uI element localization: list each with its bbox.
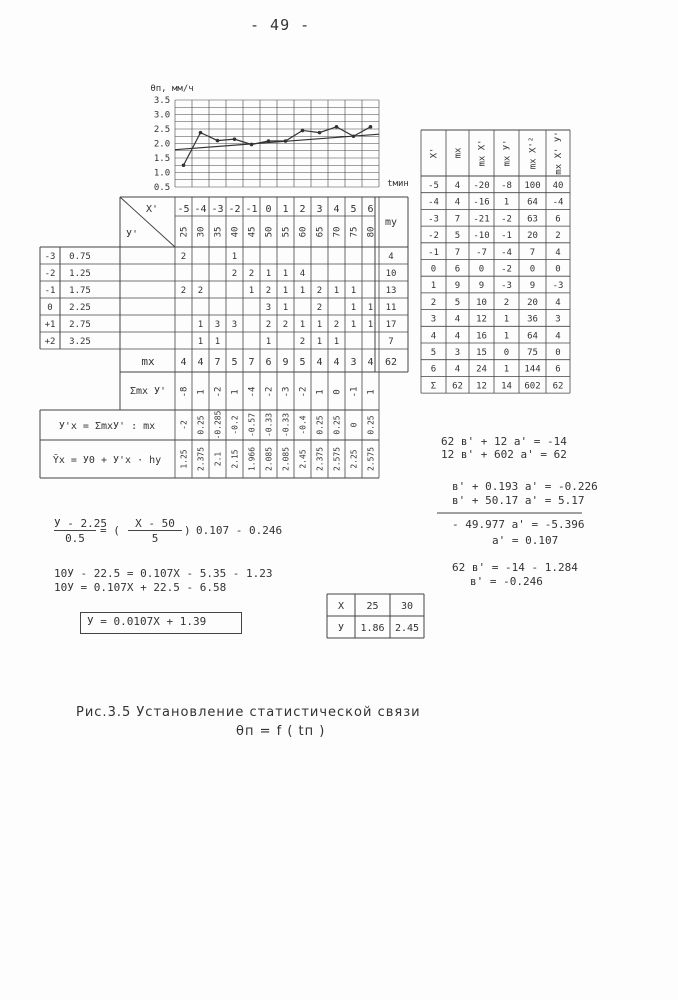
my-value: 10 [385, 269, 397, 279]
calc-header: mx X' [477, 139, 488, 167]
frequency-cell: 1 [350, 303, 357, 313]
yx-value: -0.57 [247, 412, 257, 438]
calc-cell: 5 [454, 231, 461, 242]
frequency-cell: 4 [299, 269, 306, 279]
calc-cell: 1 [430, 281, 437, 292]
sum-value: -4 [247, 386, 258, 398]
y-tick-label: 2.5 [153, 125, 171, 135]
calc-cell: 75 [527, 348, 538, 358]
frequency-cell: 1 [333, 337, 340, 347]
my-value: 7 [388, 337, 394, 347]
calc-cell: -16 [473, 197, 490, 208]
frequency-cell: 1 [367, 320, 374, 330]
x-prime-header: X' [145, 204, 159, 215]
frequency-cell: 1 [231, 252, 238, 262]
x-prime-value: -2 [228, 204, 241, 215]
calc-cell: 0 [555, 264, 561, 275]
frequency-cell: 2 [248, 269, 255, 279]
calc-total-cell: Σ [430, 381, 437, 392]
calc-total-cell: 62 [452, 381, 463, 392]
equation-6: а' = 0.107 [492, 534, 559, 547]
x-value: 50 [264, 226, 275, 238]
y-prime-value: -1 [44, 286, 56, 296]
data-point [199, 131, 203, 135]
x-prime-value: 4 [333, 204, 340, 215]
y-tick-label: 2.0 [153, 139, 171, 150]
x-value: 55 [281, 226, 292, 238]
calc-cell: -3 [552, 281, 564, 292]
figure-caption-line2: θп = f ( tп ) [236, 724, 326, 739]
my-value: 4 [388, 252, 394, 262]
x-prime-value: 6 [367, 204, 374, 215]
calc-cell: 100 [524, 181, 541, 191]
correlation-table [40, 197, 408, 478]
x-value: 35 [213, 226, 224, 238]
calc-cell: 6 [430, 364, 437, 375]
my-value: 17 [385, 320, 397, 330]
calc-cell: 1 [503, 314, 510, 325]
calc-cell: 4 [555, 247, 561, 258]
equation-line-1: 10У - 22.5 = 0.107X - 5.35 - 1.23 [54, 567, 273, 580]
frequency-cell: 1 [282, 303, 289, 313]
yx-value: 0.25 [366, 415, 376, 435]
y-value: 3.25 [69, 337, 91, 347]
frequency-cell: 1 [282, 269, 289, 279]
mx-label: mx [141, 355, 155, 368]
frequency-cell: 3 [214, 320, 221, 330]
sum-value: 1 [315, 389, 326, 395]
calc-header: mx У' [502, 139, 513, 167]
frequency-cell: 1 [197, 320, 204, 330]
x-value: 25 [179, 226, 190, 238]
calc-header: mx X' У' [554, 131, 564, 175]
yx-value: -2 [179, 420, 189, 430]
x-value: 45 [247, 226, 258, 238]
calc-cell: -7 [476, 247, 487, 258]
calc-cell: 10 [476, 297, 487, 308]
frequency-cell: 1 [316, 320, 323, 330]
calc-cell: 144 [524, 364, 541, 375]
frequency-cell: 1 [350, 286, 357, 296]
mx-value: 7 [214, 357, 221, 368]
calc-cell: -20 [473, 181, 490, 191]
sum-value: -2 [298, 386, 309, 398]
calc-cell: 2 [503, 297, 510, 308]
calc-cell: 9 [478, 281, 485, 292]
frequency-cell: 1 [316, 337, 323, 347]
calc-total-cell: 602 [524, 381, 541, 392]
calc-cell: 3 [430, 314, 437, 325]
calc-cell: 5 [430, 348, 437, 358]
calc-cell: 7 [529, 247, 536, 258]
sum-value: 1 [196, 389, 207, 395]
calc-cell: 4 [454, 181, 461, 191]
y-prime-value: +2 [44, 337, 56, 347]
mx-total: 62 [384, 357, 398, 368]
mx-value: 4 [197, 357, 204, 368]
y-value: 2.25 [69, 303, 91, 313]
sum-value: -3 [281, 386, 292, 398]
calc-cell: 64 [527, 331, 538, 342]
my-value: 11 [385, 303, 397, 313]
calc-cell: 2 [555, 231, 561, 242]
frequency-cell: 1 [214, 337, 221, 347]
calc-cell: 1 [503, 364, 510, 375]
small-table-header: 30 [400, 601, 414, 612]
frac2-denominator: 5 [151, 532, 159, 545]
ybar-value: 2.45 [298, 449, 308, 469]
calc-cell: -3 [428, 214, 439, 225]
frequency-cell: 2 [180, 286, 187, 296]
frequency-cell: 1 [299, 286, 306, 296]
small-table-cell: 1.86 [360, 623, 385, 634]
calc-cell: 0 [430, 264, 437, 275]
calculation-table [421, 130, 570, 393]
calc-header: mx X'² [528, 136, 539, 170]
calc-cell: 20 [527, 231, 538, 242]
x-value: 60 [298, 226, 309, 238]
yx-value: 0.25 [332, 415, 342, 435]
calc-cell: 0 [555, 348, 561, 358]
sum-value: -1 [349, 386, 360, 398]
small-table-header: 25 [366, 601, 379, 612]
yx-label: У'x = ΣmxУ' : mx [58, 421, 156, 432]
mx-value: 4 [180, 357, 187, 368]
ybar-value: 1.25 [179, 449, 189, 469]
y-tick-label: 3.5 [153, 96, 171, 106]
my-value: 13 [385, 286, 397, 296]
calc-cell: 6 [555, 364, 561, 375]
calc-cell: -21 [473, 214, 490, 225]
calc-cell: 4 [555, 331, 561, 342]
y-value: 0.75 [69, 252, 91, 262]
ybar-value: 2.575 [366, 446, 376, 472]
data-point [216, 139, 220, 143]
calc-cell: 36 [527, 314, 538, 325]
y-prime-value: -2 [44, 269, 56, 279]
mx-value: 7 [248, 357, 255, 368]
frequency-cell: 2 [333, 320, 340, 330]
equation-3: в' + 0.193 а' = -0.226 [452, 480, 598, 493]
frequency-cell: 1 [265, 269, 272, 279]
x-value: 40 [230, 226, 241, 238]
calc-cell: -2 [501, 214, 512, 225]
calc-cell: 9 [454, 281, 461, 292]
x-value: 75 [349, 226, 360, 238]
calc-cell: 64 [527, 197, 538, 208]
calc-cell: 24 [476, 364, 487, 375]
ybar-value: 1.966 [247, 446, 257, 472]
y-tick-label: 0.5 [153, 183, 171, 193]
frequency-cell: 1 [367, 303, 374, 313]
frequency-cell: 1 [265, 337, 272, 347]
small-table-cell: 2.45 [394, 623, 420, 634]
x-value: 80 [366, 226, 377, 238]
calc-cell: 4 [454, 331, 461, 342]
frequency-cell: 1 [248, 286, 255, 296]
y-value: 2.75 [69, 320, 91, 330]
y-tick-label: 1.0 [153, 168, 171, 179]
y-prime-header: У' [125, 229, 139, 240]
small-result-table [327, 594, 424, 638]
x-prime-value: -5 [177, 204, 190, 215]
x-axis-label: tмин [387, 179, 409, 189]
frequency-cell: 2 [231, 269, 238, 279]
calc-cell: 15 [476, 348, 487, 358]
calc-cell: 63 [527, 214, 538, 225]
sum-value: 1 [230, 389, 241, 395]
ybar-value: 2.25 [349, 449, 359, 469]
ybar-value: 2.375 [315, 446, 325, 472]
x-prime-value: -3 [211, 204, 224, 215]
calc-cell: 7 [454, 214, 461, 225]
y-axis-label: θп, мм/ч [150, 84, 194, 94]
calc-cell: 1 [503, 197, 510, 208]
yx-value: 0.25 [315, 415, 325, 435]
frac1-denominator: 0.5 [65, 532, 85, 545]
calc-cell: 16 [476, 331, 487, 342]
equation-5: - 49.977 а' = -5.396 [452, 518, 585, 531]
y-prime-value: 0 [47, 303, 53, 313]
y-prime-value: -3 [44, 252, 56, 262]
yx-value: -0.4 [298, 415, 308, 435]
calc-cell: -3 [501, 281, 512, 292]
mx-value: 3 [350, 357, 357, 368]
result-equation-box: У = 0.0107X + 1.39 [80, 612, 242, 634]
frac2-numerator: X - 50 [128, 517, 182, 531]
data-point [182, 163, 186, 167]
data-point [233, 137, 237, 141]
calc-cell: 4 [454, 364, 461, 375]
frequency-cell: 2 [265, 286, 272, 296]
calc-cell: 5 [454, 297, 461, 308]
ybar-label: Ȳx = У0 + У'x · hy [52, 455, 162, 466]
frequency-cell: 1 [282, 286, 289, 296]
x-prime-value: 1 [282, 204, 289, 215]
calc-cell: 0 [529, 264, 536, 275]
calc-total-cell: 14 [501, 381, 512, 392]
equals-sign: = ( [100, 524, 120, 537]
frequency-cell: 3 [265, 303, 272, 313]
frac-tail: 0.107 - 0.246 [196, 524, 283, 537]
equation-line-2: 10У = 0.107X + 22.5 - 6.58 [54, 581, 227, 594]
calc-cell: 4 [555, 297, 561, 308]
yx-value: 0.25 [196, 415, 206, 435]
mx-value: 9 [282, 357, 289, 368]
frequency-cell: 1 [299, 320, 306, 330]
sum-value: -2 [213, 386, 224, 398]
y-value: 1.75 [69, 286, 91, 296]
frequency-cell: 1 [333, 286, 340, 296]
x-prime-value: 3 [316, 204, 323, 215]
calc-cell: 9 [529, 281, 536, 292]
frequency-cell: 3 [231, 320, 238, 330]
frequency-cell: 2 [282, 320, 289, 330]
frac1-numerator: У - 2.25 [54, 517, 107, 530]
frequency-cell: 2 [180, 252, 187, 262]
mx-value: 4 [367, 357, 374, 368]
calc-header: X' [429, 147, 440, 159]
frequency-cell: 1 [350, 320, 357, 330]
ybar-value: 2.15 [230, 449, 240, 469]
calc-cell: 2 [430, 297, 437, 308]
ybar-value: 2.575 [332, 446, 342, 472]
calc-cell: -2 [428, 231, 439, 242]
frequency-cell: 1 [197, 337, 204, 347]
y-tick-label: 1.5 [153, 154, 171, 164]
data-point [335, 125, 339, 129]
data-point [318, 131, 322, 135]
equation-4: в' + 50.17 а' = 5.17 [452, 494, 585, 507]
ybar-value: 2.1 [213, 451, 223, 467]
x-prime-value: -4 [194, 204, 207, 215]
calc-cell: 4 [430, 331, 437, 342]
equation-2: 12 в' + 602 а' = 62 [441, 448, 567, 461]
equation-8: в' = -0.246 [470, 575, 543, 588]
x-value: 30 [196, 226, 207, 238]
calc-cell: -10 [473, 231, 490, 242]
calc-cell: -8 [501, 181, 512, 191]
close-paren: ) [184, 524, 191, 537]
calc-cell: -1 [501, 231, 512, 242]
calc-cell: -1 [428, 247, 439, 258]
small-table-header: X [337, 601, 345, 612]
x-prime-value: 5 [350, 204, 357, 215]
x-prime-value: -1 [245, 204, 258, 215]
calc-cell: 4 [454, 197, 461, 208]
mx-value: 5 [231, 357, 238, 368]
sum-value: 0 [332, 389, 343, 395]
calc-cell: 0 [478, 264, 485, 275]
y-tick-label: 3.0 [153, 110, 171, 121]
sum-value: 1 [366, 389, 377, 395]
frequency-cell: 2 [265, 320, 272, 330]
calc-cell: -4 [428, 197, 439, 208]
line-chart [150, 84, 409, 193]
small-table-cell: У [337, 623, 345, 634]
calc-cell: 3 [555, 314, 561, 325]
mx-value: 5 [299, 357, 306, 368]
ybar-value: 2.085 [264, 446, 274, 472]
yx-value: -0.33 [281, 412, 291, 438]
calc-cell: 12 [476, 314, 487, 325]
equation-1: 62 в' + 12 а' = -14 [441, 435, 567, 448]
page-number: - 49 - [250, 16, 311, 34]
ybar-value: 2.375 [196, 446, 206, 472]
calc-cell: 3 [454, 348, 461, 358]
yx-value: -0.33 [264, 412, 274, 438]
yx-value: -0.285 [213, 410, 223, 440]
calc-cell: -4 [501, 247, 512, 258]
x-prime-value: 0 [265, 204, 272, 215]
data-point [369, 125, 373, 129]
calc-total-cell: 62 [552, 381, 564, 392]
my-header: mу [384, 217, 398, 228]
ybar-value: 2.085 [281, 446, 291, 472]
sum-value: -8 [179, 386, 190, 398]
calc-total-cell: 12 [476, 381, 487, 392]
yx-value: 0 [349, 422, 359, 428]
sum-label: Σmx У' [129, 386, 167, 397]
calc-cell: 1 [503, 331, 510, 342]
calc-cell: 40 [552, 181, 564, 191]
x-value: 70 [332, 226, 343, 238]
mx-value: 4 [333, 357, 340, 368]
figure-caption-line1: Рис.3.5 Установление статистической связи [76, 705, 421, 720]
calc-cell: 20 [527, 297, 538, 308]
frequency-cell: 2 [316, 303, 323, 313]
calc-cell: -5 [428, 181, 439, 191]
equation-7: 62 в' = -14 - 1.284 [452, 561, 578, 574]
calc-cell: 4 [454, 314, 461, 325]
x-value: 65 [315, 226, 326, 238]
data-point [301, 129, 305, 133]
calc-cell: 6 [454, 264, 461, 275]
calc-cell: -2 [501, 264, 512, 275]
mx-value: 4 [316, 357, 323, 368]
sum-value: -2 [264, 386, 275, 398]
calc-cell: 7 [454, 247, 461, 258]
frequency-cell: 2 [316, 286, 323, 296]
y-prime-value: +1 [44, 320, 56, 330]
mx-value: 6 [265, 357, 272, 368]
yx-value: -0.2 [230, 415, 240, 435]
calc-header: mx [453, 147, 464, 159]
x-prime-value: 2 [299, 204, 306, 215]
frequency-cell: 2 [197, 286, 204, 296]
y-value: 1.25 [69, 269, 91, 279]
frequency-cell: 2 [299, 337, 306, 347]
calc-cell: 0 [503, 348, 510, 358]
calc-cell: -4 [552, 197, 564, 208]
calc-cell: 6 [555, 214, 561, 225]
